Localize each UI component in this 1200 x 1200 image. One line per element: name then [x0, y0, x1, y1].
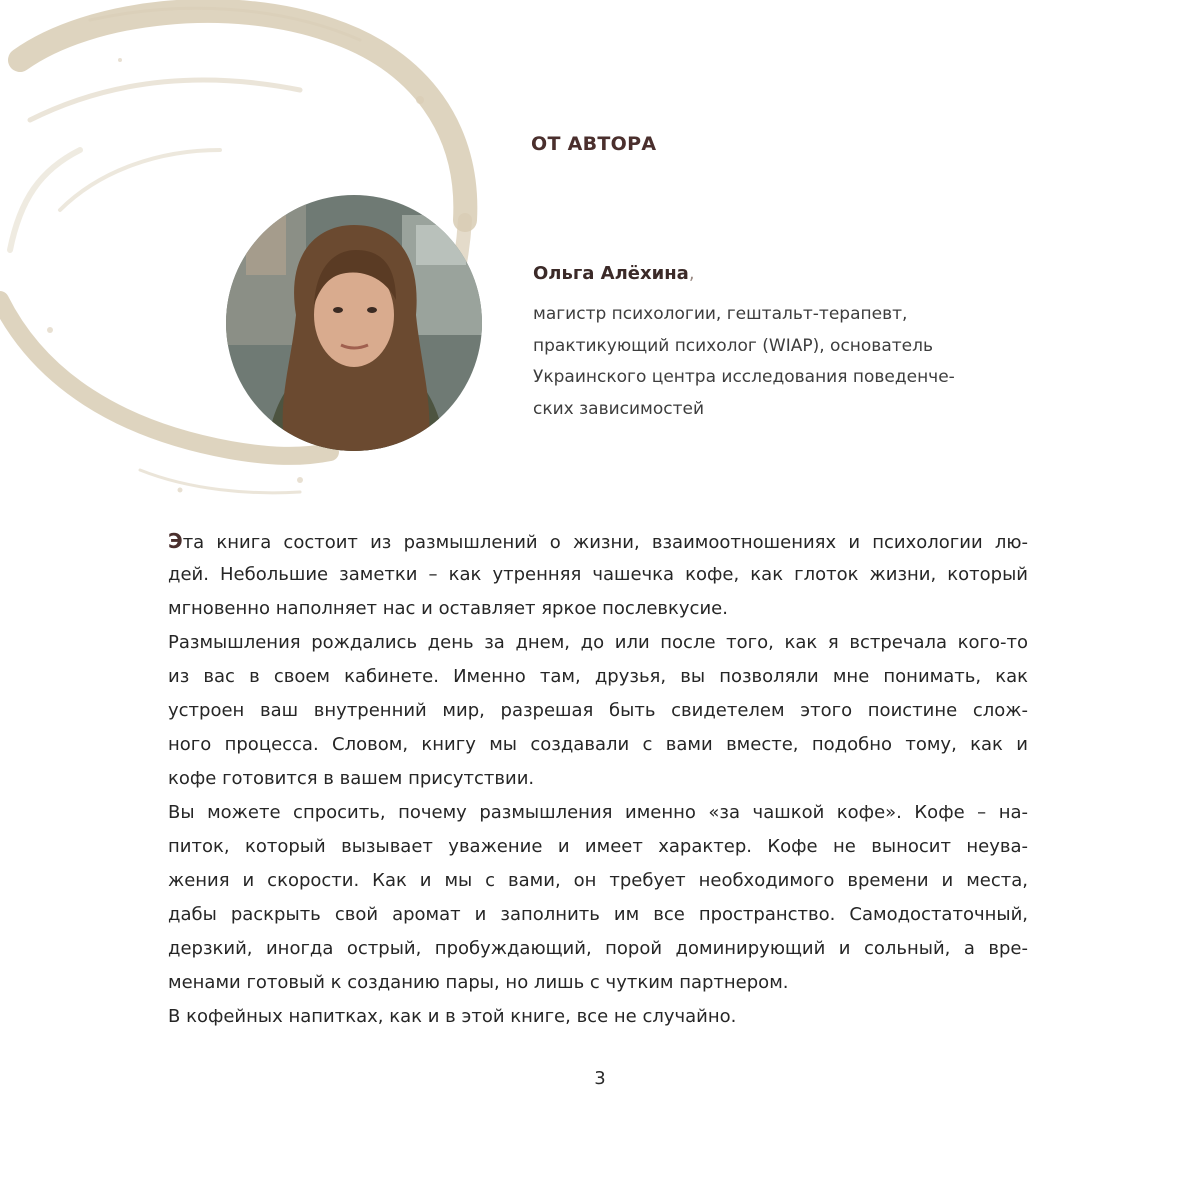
author-portrait-image: [226, 195, 482, 451]
body-line: из вас в своем кабинете. Именно там, друзья, вы позволяли мне понимать, как: [168, 666, 1028, 687]
page-title: ОТ АВТОРА: [531, 133, 657, 155]
body-line: кофе готовится в вашем присутствии.: [168, 768, 535, 789]
body-line: дей. Небольшие заметки – как утренняя чашечка кофе, как глоток жизни, который: [168, 564, 1028, 585]
page-number: 3: [594, 1068, 606, 1089]
body-line: В кофейных напитках, как и в этой книге, все не случайно.: [168, 1006, 737, 1027]
drop-cap: Э: [168, 529, 183, 553]
author-credentials: [533, 299, 1033, 425]
author-credentials-line: Украинского центра исследования поведенче-: [533, 367, 955, 387]
body-line: устроен ваш внутренний мир, разрешая быть свидетелем этого поистине слож-: [168, 700, 1028, 721]
body-line: дерзкий, иногда острый, пробуждающий, порой доминирующий и сольный, а вре-: [168, 938, 1028, 959]
body-line: питок, который вызывает уважение и имеет характер. Кофе не выносит неува-: [168, 836, 1028, 857]
body-line-text: та книга состоит из размышлений о жизни, взаимоотношениях и психологии лю-: [182, 532, 1028, 553]
body-line: Размышления рождались день за днем, до или после того, как я встречала кого-то: [168, 632, 1028, 653]
author-credentials-line: магистр психологии, гештальт-терапевт,: [533, 304, 908, 324]
body-text: [168, 524, 1028, 1034]
body-line: менами готовый к созданию пары, но лишь с чутким партнером.: [168, 972, 789, 993]
body-line: жения и скорости. Как и мы с вами, он требует необходимого времени и места,: [168, 870, 1028, 891]
author-name-comma: ,: [688, 263, 695, 284]
body-line: мгновенно наполняет нас и оставляет яркое послевкусие.: [168, 598, 728, 619]
body-line: Вы можете спросить, почему размышления именно «за чашкой кофе». Кофе – на-: [168, 802, 1028, 823]
author-credentials-line: практикующий психолог (WIAP), основатель: [533, 335, 933, 356]
body-line: дабы раскрыть свой аромат и заполнить им все пространство. Самодостаточный,: [168, 904, 1028, 925]
body-line: ного процесса. Словом, книгу мы создавали с вами вместе, подобно тому, как и: [168, 734, 1028, 755]
body-line: [168, 524, 1028, 558]
author-credentials-line: ских зависимостей: [533, 398, 705, 419]
author-name: [533, 263, 695, 284]
author-name-text: Ольга Алёхина: [533, 263, 689, 284]
author-photo: [226, 195, 482, 451]
